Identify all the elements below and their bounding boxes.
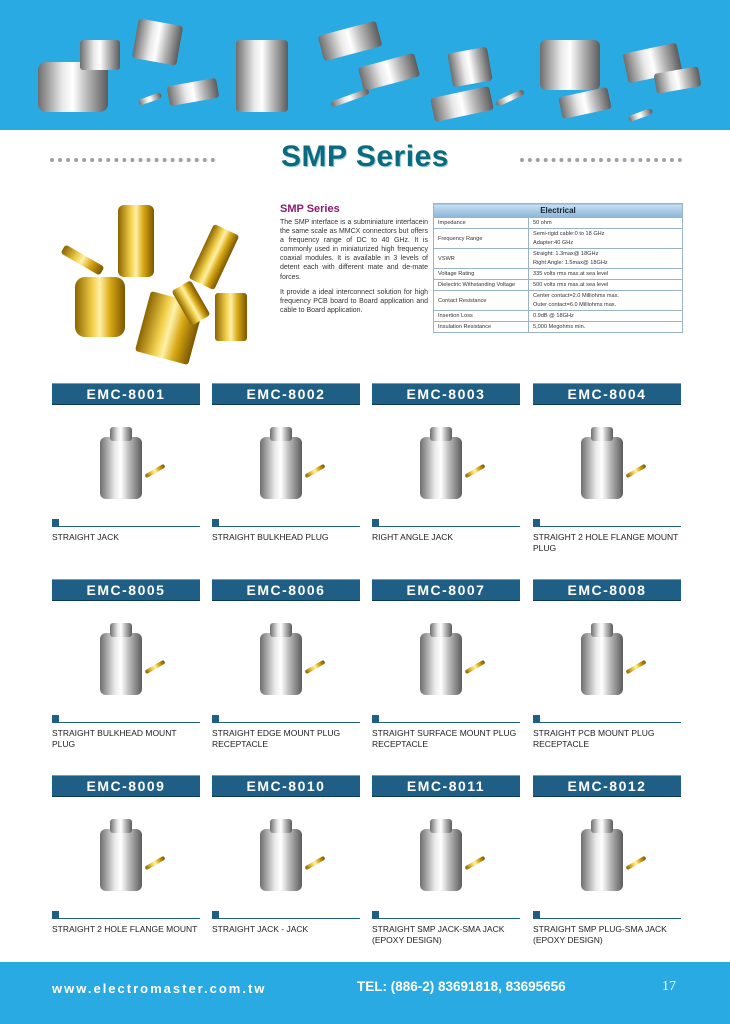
smp-connectors-photo <box>50 205 275 370</box>
connector-image <box>236 40 288 112</box>
connector-image <box>358 53 420 91</box>
spec-row <box>434 269 683 280</box>
intro-paragraph: The SMP interface is a subminiature interfacein the same scale as MMCX connectors but offers a frequency range of DC to 40 GHz. It is commonly used in miniaturized high frequency coaxial modules. It is available in 3 levels of detent each with different mate and de-mate forces. <box>280 219 428 281</box>
divider-line <box>372 722 520 723</box>
spec-value-line: 50 ohm <box>533 220 552 226</box>
spec-value-line: Center contact=2.0 Milliohms max. <box>533 293 619 299</box>
spec-row <box>434 311 683 322</box>
footer-bar <box>0 962 730 1024</box>
bullet-square <box>533 911 540 918</box>
product-description: STRAIGHT BULKHEAD MOUNT PLUG <box>52 728 177 749</box>
connector-image <box>132 18 183 65</box>
divider-line <box>533 722 681 723</box>
spec-row <box>434 218 683 229</box>
spec-value <box>529 229 683 249</box>
spec-row <box>434 280 683 291</box>
title-row <box>0 140 730 180</box>
spec-value <box>529 280 683 291</box>
product-image <box>242 619 337 714</box>
divider-line <box>212 526 360 527</box>
spec-value-line: Semi-rigid cable:0 to 18 GHz <box>533 231 605 237</box>
product-card[interactable] <box>533 775 681 965</box>
bullet-square <box>372 911 379 918</box>
divider-line <box>52 722 200 723</box>
connector-image <box>495 89 525 107</box>
spec-name: Voltage Rating <box>434 269 529 280</box>
spec-name: Impedance <box>434 218 529 229</box>
connector-image <box>330 88 370 107</box>
product-image <box>402 619 497 714</box>
intro-text <box>280 203 428 321</box>
product-description: STRAIGHT 2 HOLE FLANGE MOUNT PLUG <box>533 532 679 553</box>
spec-value-line: 5,000 Megohms min. <box>533 324 586 330</box>
bullet-square <box>533 519 540 526</box>
spec-value-line: 335 volts rms max.at sea level <box>533 271 609 277</box>
product-card[interactable] <box>212 579 360 769</box>
spec-row <box>434 291 683 311</box>
spec-value-line: Adapter:40 GHz <box>533 240 574 246</box>
divider-line <box>533 918 681 919</box>
connector-image <box>558 87 611 119</box>
divider-line <box>372 918 520 919</box>
connector-image <box>80 40 120 70</box>
spec-name: Contact Resistance <box>434 291 529 311</box>
product-card[interactable] <box>52 775 200 965</box>
product-code: EMC-8002 <box>212 383 360 405</box>
footer-website[interactable]: www.electromaster.com.tw <box>52 981 267 996</box>
spec-name: VSWR <box>434 249 529 269</box>
spec-name: Insulation Resistance <box>434 322 529 333</box>
product-code: EMC-8011 <box>372 775 520 797</box>
product-description: STRAIGHT BULKHEAD PLUG <box>212 532 329 542</box>
intro-paragraph: It provide a ideal interconnect solution for high frequency PCB board to Board application and cable to Board application. <box>280 288 428 314</box>
spec-value-line: Outer contact=6.0 Milliohms max. <box>533 302 617 308</box>
page-number: 17 <box>662 979 676 994</box>
page-title: SMP Series <box>281 140 449 173</box>
connector-image <box>430 86 494 122</box>
table-heading: Electrical <box>434 204 683 218</box>
divider-line <box>372 526 520 527</box>
spec-name: Insertion Loss <box>434 311 529 322</box>
connector-image <box>167 78 220 106</box>
spec-value-line: Right Angle: 1.5max@ 18GHz <box>533 260 608 266</box>
bullet-square <box>533 715 540 722</box>
bullet-square <box>52 715 59 722</box>
product-card[interactable] <box>372 383 520 573</box>
product-image <box>563 423 658 518</box>
product-card[interactable] <box>52 579 200 769</box>
product-image <box>82 815 177 910</box>
header-banner <box>0 0 730 130</box>
electrical-spec-table <box>433 203 683 333</box>
bullet-square <box>52 519 59 526</box>
divider-line <box>533 526 681 527</box>
intro-heading: SMP Series <box>280 203 340 215</box>
product-image <box>402 815 497 910</box>
product-description: STRAIGHT EDGE MOUNT PLUG RECEPTACLE <box>212 728 341 749</box>
product-description: STRAIGHT JACK - JACK <box>212 924 309 934</box>
bullet-square <box>212 911 219 918</box>
spec-value-line: 0.9dB @ 18GHz <box>533 313 574 319</box>
product-code: EMC-8004 <box>533 383 681 405</box>
spec-value <box>529 249 683 269</box>
spec-row <box>434 249 683 269</box>
product-card[interactable] <box>533 579 681 769</box>
product-card[interactable] <box>52 383 200 573</box>
spec-value <box>529 322 683 333</box>
divider-line <box>52 526 200 527</box>
product-card[interactable] <box>212 383 360 573</box>
product-card[interactable] <box>372 579 520 769</box>
footer-telephone: TEL: (886-2) 83691818, 83695656 <box>357 979 566 994</box>
product-code: EMC-8012 <box>533 775 681 797</box>
product-code: EMC-8006 <box>212 579 360 601</box>
spec-value <box>529 218 683 229</box>
product-image <box>82 619 177 714</box>
spec-value-line: Straight: 1.3max@ 18GHz <box>533 251 599 257</box>
product-description: STRAIGHT 2 HOLE FLANGE MOUNT <box>52 924 198 934</box>
product-description: RIGHT ANGLE JACK <box>372 532 454 542</box>
product-card[interactable] <box>212 775 360 965</box>
bullet-square <box>52 911 59 918</box>
product-image <box>242 815 337 910</box>
product-code: EMC-8009 <box>52 775 200 797</box>
connector-image <box>318 21 383 62</box>
product-card[interactable] <box>533 383 681 573</box>
product-code: EMC-8001 <box>52 383 200 405</box>
product-description: STRAIGHT SMP JACK-SMA JACK (EPOXY DESIGN) <box>372 924 505 945</box>
bullet-square <box>212 715 219 722</box>
spec-row <box>434 229 683 249</box>
product-description: STRAIGHT SMP PLUG-SMA JACK (EPOXY DESIGN) <box>533 924 667 945</box>
product-description: STRAIGHT SURFACE MOUNT PLUG RECEPTACLE <box>372 728 517 749</box>
product-code: EMC-8003 <box>372 383 520 405</box>
bullet-square <box>212 519 219 526</box>
product-code: EMC-8010 <box>212 775 360 797</box>
bullet-square <box>372 519 379 526</box>
spec-name: Frequency Range <box>434 229 529 249</box>
product-description: STRAIGHT PCB MOUNT PLUG RECEPTACLE <box>533 728 655 749</box>
connector-image <box>138 92 163 106</box>
product-code: EMC-8005 <box>52 579 200 601</box>
divider-dots-right <box>520 158 682 166</box>
product-image <box>402 423 497 518</box>
spec-value <box>529 291 683 311</box>
product-card[interactable] <box>372 775 520 965</box>
product-description: STRAIGHT JACK <box>52 532 119 542</box>
product-image <box>242 423 337 518</box>
bullet-square <box>372 715 379 722</box>
divider-line <box>52 918 200 919</box>
connector-image <box>540 40 600 90</box>
spec-value <box>529 311 683 322</box>
spec-value <box>529 269 683 280</box>
spec-value-line: 500 volts rms max.at sea level <box>533 282 609 288</box>
product-image <box>563 619 658 714</box>
divider-line <box>212 918 360 919</box>
product-code: EMC-8007 <box>372 579 520 601</box>
product-image <box>563 815 658 910</box>
connector-image <box>447 47 492 87</box>
divider-line <box>212 722 360 723</box>
spec-row <box>434 322 683 333</box>
product-image <box>82 423 177 518</box>
product-code: EMC-8008 <box>533 579 681 601</box>
spec-name: Dielectric Withstanding Voltage <box>434 280 529 291</box>
connector-image <box>628 108 654 122</box>
